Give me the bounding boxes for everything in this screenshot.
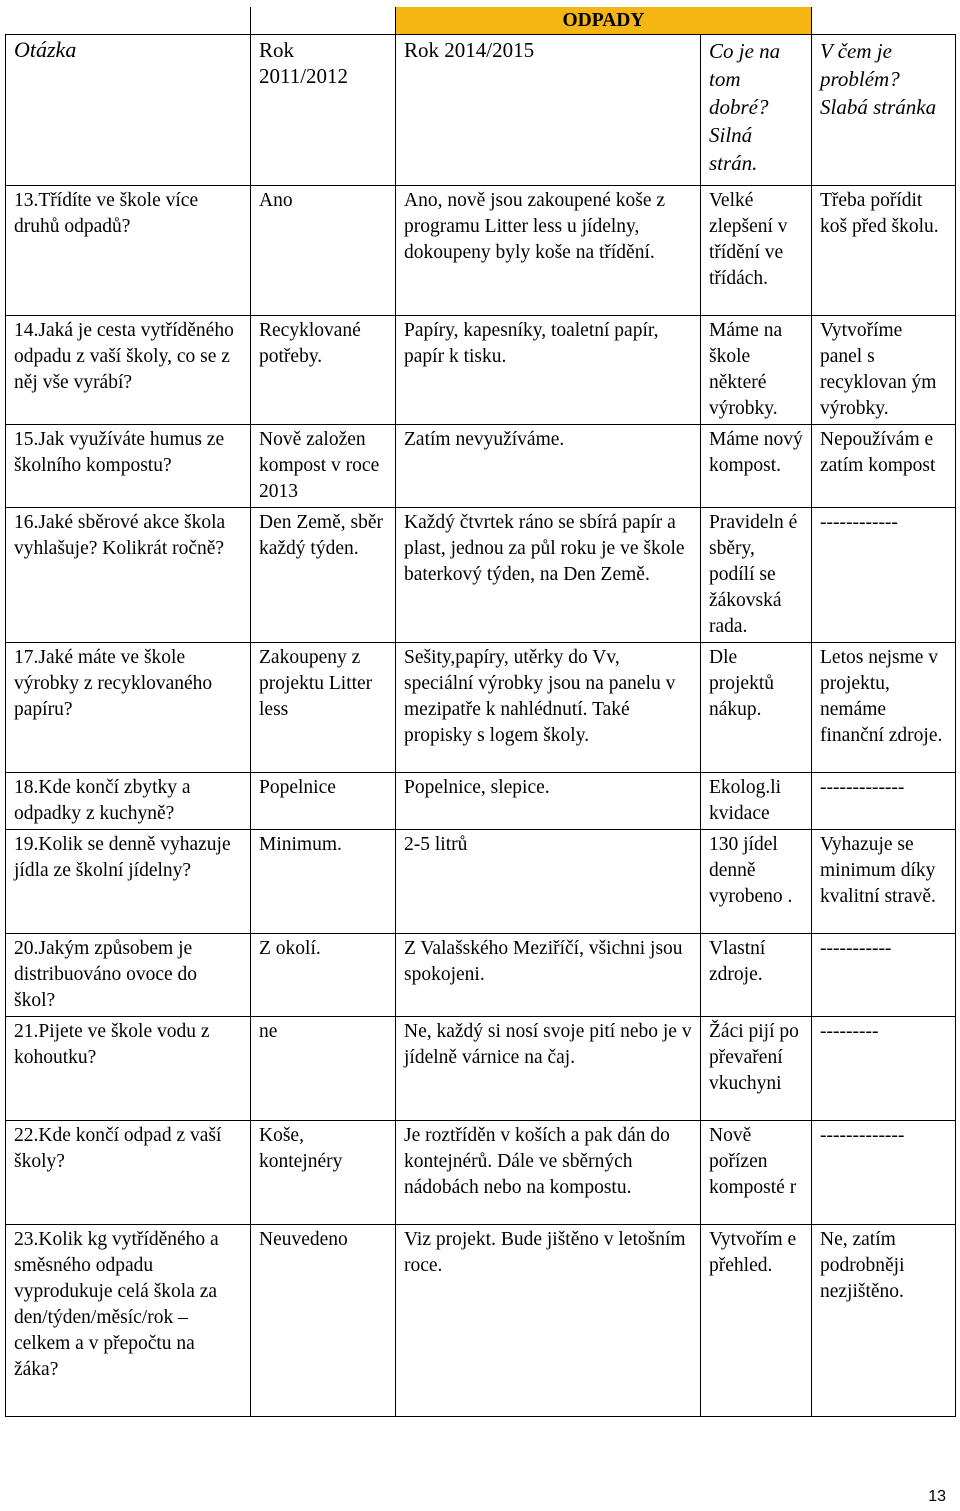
table-row xyxy=(6,1121,956,1225)
strength-cell: 130 jídel denně vyrobeno . xyxy=(701,830,812,934)
question-cell: 23.Kolik kg vytříděného a směsného odpadu vyprodukuje celá škola za den/týden/měsíc/rok – celkem a v přepočtu na žáka? xyxy=(6,1225,251,1417)
table-row xyxy=(6,425,956,508)
weakness-cell: ----------- xyxy=(812,934,956,1017)
year-2011-cell: Recyklované potřeby. xyxy=(251,316,396,425)
header-question: Otázka xyxy=(6,35,251,186)
question-cell: 22.Kde končí odpad z vaší školy? xyxy=(6,1121,251,1225)
question-cell: 16.Jaké sběrové akce škola vyhlašuje? Kolikrát ročně? xyxy=(6,508,251,643)
strength-cell: Máme nový kompost. xyxy=(701,425,812,508)
question-cell: 19.Kolik se denně vyhazuje jídla ze školní jídelny? xyxy=(6,830,251,934)
header-problem: V čem je problém? Slabá stránka xyxy=(812,35,956,186)
weakness-cell: Třeba pořídit koš před školu. xyxy=(812,186,956,316)
year-2011-cell: Neuvedeno xyxy=(251,1225,396,1417)
weakness-cell: ------------- xyxy=(812,773,956,830)
table-row xyxy=(6,508,956,643)
question-cell: 15.Jak využíváte humus ze školního kompostu? xyxy=(6,425,251,508)
year-2011-cell: Popelnice xyxy=(251,773,396,830)
header-year-2011: Rok 2011/2012 xyxy=(251,35,396,186)
year-2011-cell: Nově založen kompost v roce 2013 xyxy=(251,425,396,508)
table-row xyxy=(6,1225,956,1417)
strength-cell: Vytvořím e přehled. xyxy=(701,1225,812,1417)
year-2014-cell: Viz projekt. Bude jištěno v letošním roce. xyxy=(396,1225,701,1417)
year-2014-cell: Ano, nově jsou zakoupené koše z programu Litter less u jídelny, dokoupeny byly koše na třídění. xyxy=(396,186,701,316)
weakness-cell: Vytvoříme panel s recyklovan ým výrobky. xyxy=(812,316,956,425)
year-2014-cell: 2-5 litrů xyxy=(396,830,701,934)
table-row xyxy=(6,1017,956,1121)
weakness-cell: Ne, zatím podrobněji nezjištěno. xyxy=(812,1225,956,1417)
header-good: Co je na tom dobré? Silná strán. xyxy=(701,35,812,186)
weakness-cell: Vyhazuje se minimum díky kvalitní stravě. xyxy=(812,830,956,934)
year-2011-cell: Z okolí. xyxy=(251,934,396,1017)
weakness-cell: --------- xyxy=(812,1017,956,1121)
weakness-cell: Nepoužívám e zatím kompost xyxy=(812,425,956,508)
weakness-cell: ------------ xyxy=(812,508,956,643)
banner-title: ODPADY xyxy=(396,7,812,35)
strength-cell: Pravideln é sběry, podílí se žákovská rada. xyxy=(701,508,812,643)
year-2011-cell: Minimum. xyxy=(251,830,396,934)
strength-cell: Dle projektů nákup. xyxy=(701,643,812,773)
strength-cell: Máme na škole některé výrobky. xyxy=(701,316,812,425)
year-2014-cell: Sešity,papíry, utěrky do Vv, speciální výrobky jsou na panelu v mezipatře k nahlédnutí. Také propisky s logem školy. xyxy=(396,643,701,773)
table-row xyxy=(6,773,956,830)
question-cell: 21.Pijete ve škole vodu z kohoutku? xyxy=(6,1017,251,1121)
year-2011-cell: Den Země, sběr každý týden. xyxy=(251,508,396,643)
year-2014-cell: Každý čtvrtek ráno se sbírá papír a plast, jednou za půl roku je ve škole baterkový týden, na Den Země. xyxy=(396,508,701,643)
year-2011-cell: Ano xyxy=(251,186,396,316)
strength-cell: Žáci pijí po převaření vkuchyni xyxy=(701,1017,812,1121)
header-row xyxy=(6,35,956,186)
waste-table xyxy=(5,7,956,1417)
year-2014-cell: Ne, každý si nosí svoje pití nebo je v jídelně várnice na čaj. xyxy=(396,1017,701,1121)
question-cell: 20.Jakým způsobem je distribuováno ovoce do škol? xyxy=(6,934,251,1017)
year-2014-cell: Z Valašského Meziříčí, všichni jsou spokojeni. xyxy=(396,934,701,1017)
table-row xyxy=(6,316,956,425)
year-2014-cell: Je roztříděn v koších a pak dán do kontejnérů. Dále ve sběrných nádobách nebo na kompostu. xyxy=(396,1121,701,1225)
year-2011-cell: Koše, kontejnéry xyxy=(251,1121,396,1225)
table-row xyxy=(6,830,956,934)
page-number: 13 xyxy=(928,1488,946,1505)
question-cell: 14.Jaká je cesta vytříděného odpadu z vaší školy, co se z něj vše vyrábí? xyxy=(6,316,251,425)
strength-cell: Velké zlepšení v třídění ve třídách. xyxy=(701,186,812,316)
question-cell: 13.Třídíte ve škole více druhů odpadů? xyxy=(6,186,251,316)
header-year-2014: Rok 2014/2015 xyxy=(396,35,701,186)
banner-row xyxy=(6,7,956,35)
question-cell: 18.Kde končí zbytky a odpadky z kuchyně? xyxy=(6,773,251,830)
strength-cell: Vlastní zdroje. xyxy=(701,934,812,1017)
table-row xyxy=(6,186,956,316)
weakness-cell: ------------- xyxy=(812,1121,956,1225)
strength-cell: Nově pořízen komposté r xyxy=(701,1121,812,1225)
year-2014-cell: Zatím nevyužíváme. xyxy=(396,425,701,508)
year-2011-cell: ne xyxy=(251,1017,396,1121)
table-row xyxy=(6,934,956,1017)
table-row xyxy=(6,643,956,773)
year-2011-cell: Zakoupeny z projektu Litter less xyxy=(251,643,396,773)
waste-table-sheet xyxy=(5,7,955,1417)
strength-cell: Ekolog.li kvidace xyxy=(701,773,812,830)
year-2014-cell: Popelnice, slepice. xyxy=(396,773,701,830)
weakness-cell: Letos nejsme v projektu, nemáme finanční zdroje. xyxy=(812,643,956,773)
year-2014-cell: Papíry, kapesníky, toaletní papír, papír k tisku. xyxy=(396,316,701,425)
question-cell: 17.Jaké máte ve škole výrobky z recyklovaného papíru? xyxy=(6,643,251,773)
